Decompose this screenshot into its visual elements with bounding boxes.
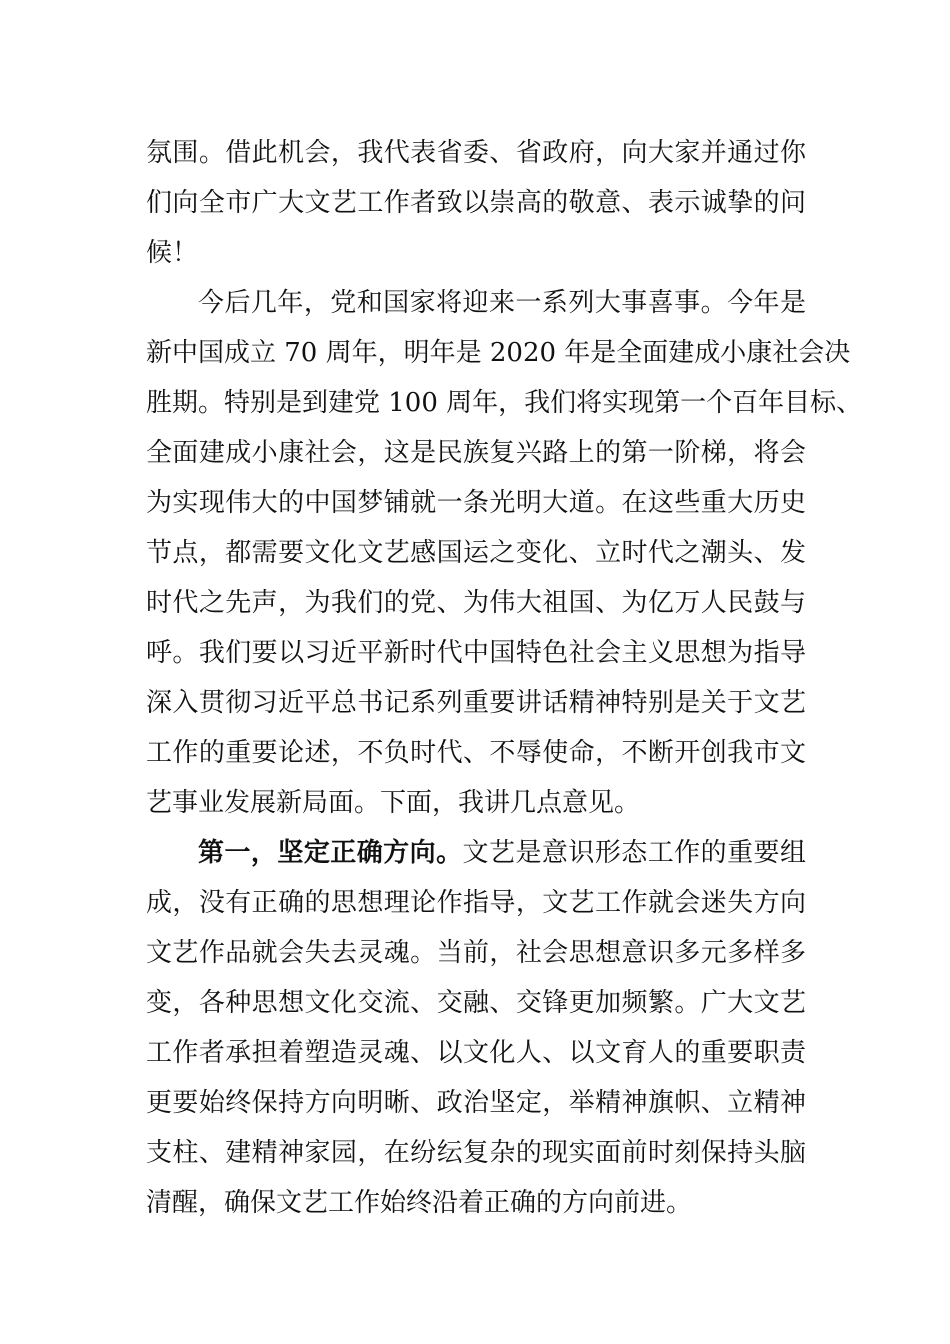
text-line: 更要始终保持方向明晰、政治坚定，举精神旗帜、立精神	[146, 1088, 806, 1118]
text-line: 新中国成立 70 周年，明年是 2020 年是全面建成小康社会决	[146, 338, 851, 368]
paragraph-coming-years	[146, 278, 863, 828]
text-line: 呼。我们要以习近平新时代中国特色社会主义思想为指导	[146, 638, 806, 668]
text-line: 时代之先声，为我们的党、为伟大祖国、为亿万人民鼓与	[146, 588, 806, 618]
document-page	[146, 128, 863, 1228]
paragraph-greeting	[146, 128, 806, 278]
text-line: 艺事业发展新局面。下面，我讲几点意见。	[146, 788, 641, 818]
text-line: 胜期。特别是到建党 100 周年，我们将实现第一个百年目标、	[146, 388, 863, 418]
section-heading: 第一，坚定正确方向。	[198, 838, 463, 868]
text-line: 深入贯彻习近平总书记系列重要讲话精神特别是关于文艺	[146, 688, 806, 718]
text-line: 们向全市广大文艺工作者致以崇高的敬意、表示诚挚的问	[146, 188, 806, 218]
text-run: 文艺是意识形态工作的重要组	[462, 838, 806, 868]
text-line: 工作者承担着塑造灵魂、以文化人、以文育人的重要职责	[146, 1038, 806, 1068]
text-line: 变，各种思想文化交流、交融、交锋更加频繁。广大文艺	[146, 988, 806, 1018]
text-line: 全面建成小康社会，这是民族复兴路上的第一阶梯，将会	[146, 438, 806, 468]
text-line: 节点，都需要文化文艺感国运之变化、立时代之潮头、发	[146, 538, 806, 568]
text-line: 文艺作品就会失去灵魂。当前，社会思想意识多元多样多	[146, 938, 806, 968]
text-line: 氛围。借此机会，我代表省委、省政府，向大家并通过你	[146, 138, 806, 168]
text-line: 支柱、建精神家园，在纷纭复杂的现实面前时刻保持头脑	[146, 1138, 806, 1168]
text-line: 为实现伟大的中国梦铺就一条光明大道。在这些重大历史	[146, 488, 806, 518]
text-line: 工作的重要论述，不负时代、不辱使命，不断开创我市文	[146, 738, 806, 768]
text-line: 清醒，确保文艺工作始终沿着正确的方向前进。	[146, 1188, 693, 1218]
text-line	[146, 828, 806, 878]
text-line: 成，没有正确的思想理论作指导，文艺工作就会迷失方向	[146, 888, 806, 918]
text-line: 今后几年，党和国家将迎来一系列大事喜事。今年是	[198, 288, 806, 318]
paragraph-first-point	[146, 828, 806, 1228]
text-line: 候！	[146, 238, 199, 268]
